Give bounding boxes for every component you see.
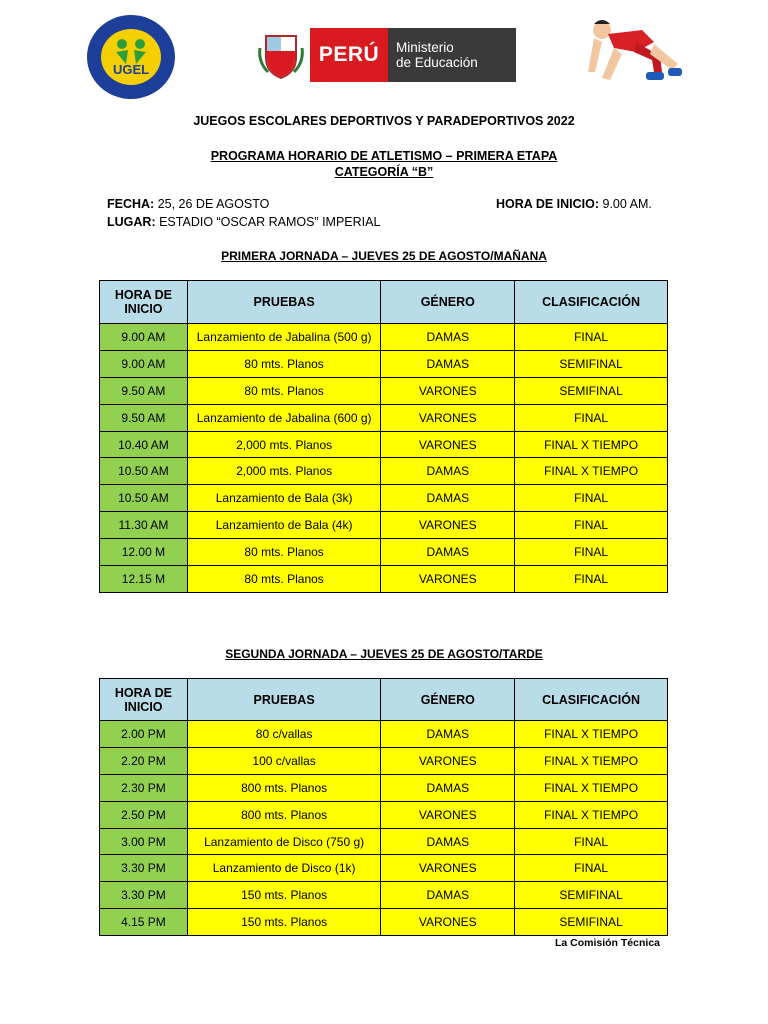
cell-time: 4.15 PM xyxy=(100,909,188,936)
cell-gender: VARONES xyxy=(381,431,515,458)
cell-classification: SEMIFINAL xyxy=(515,882,668,909)
date-label: FECHA: xyxy=(107,197,155,211)
cell-time: 11.30 AM xyxy=(100,512,188,539)
peru-shield-icon xyxy=(256,28,306,82)
cell-time: 10.50 AM xyxy=(100,485,188,512)
cell-gender: VARONES xyxy=(381,909,515,936)
cell-classification: FINAL X TIEMPO xyxy=(515,431,668,458)
table-row xyxy=(100,458,668,485)
table-row xyxy=(100,721,668,748)
cell-gender: VARONES xyxy=(381,512,515,539)
start-time-label: HORA DE INICIO: xyxy=(496,197,600,211)
column-header-event: PRUEBAS xyxy=(187,281,381,324)
column-header-gender: GÉNERO xyxy=(381,281,515,324)
table-row xyxy=(100,855,668,882)
cell-event: 80 c/vallas xyxy=(187,721,381,748)
table-row xyxy=(100,512,668,539)
cell-time: 3.30 PM xyxy=(100,882,188,909)
cell-event: Lanzamiento de Disco (750 g) xyxy=(187,828,381,855)
table-row xyxy=(100,909,668,936)
table-row xyxy=(100,828,668,855)
first-session-title: PRIMERA JORNADA – JUEVES 25 DE AGOSTO/MAÑANA xyxy=(221,249,547,263)
cell-gender: DAMAS xyxy=(381,882,515,909)
ugel-logo-icon xyxy=(86,14,176,100)
table-row xyxy=(100,324,668,351)
table-header-row xyxy=(100,679,668,721)
cell-event: 800 mts. Planos xyxy=(187,774,381,801)
column-header-time xyxy=(100,281,188,324)
cell-gender: VARONES xyxy=(381,566,515,593)
date-value: 25, 26 DE AGOSTO xyxy=(157,197,270,211)
ugel-main-text: UGEL xyxy=(112,62,150,77)
cell-event: 150 mts. Planos xyxy=(187,882,381,909)
cell-event: 80 mts. Planos xyxy=(187,566,381,593)
document-title: JUEGOS ESCOLARES DEPORTIVOS Y PARADEPORTIVOS 2022 xyxy=(193,114,575,128)
cell-classification: FINAL xyxy=(515,828,668,855)
table-row xyxy=(100,404,668,431)
cell-time: 10.40 AM xyxy=(100,431,188,458)
cell-classification: FINAL X TIEMPO xyxy=(515,458,668,485)
cell-classification: FINAL X TIEMPO xyxy=(515,774,668,801)
cell-event: Lanzamiento de Jabalina (600 g) xyxy=(187,404,381,431)
cell-time: 3.00 PM xyxy=(100,828,188,855)
time-header-line2: INICIO xyxy=(124,302,163,316)
cell-classification: FINAL X TIEMPO xyxy=(515,747,668,774)
time-header-line1: HORA DE xyxy=(114,288,172,302)
ugel-logo xyxy=(86,14,176,100)
table-row xyxy=(100,801,668,828)
cell-event: Lanzamiento de Disco (1k) xyxy=(187,855,381,882)
time-header-line2: INICIO xyxy=(124,699,163,714)
table-row xyxy=(100,747,668,774)
cell-time: 12.15 M xyxy=(100,566,188,593)
minedu-logo xyxy=(256,28,516,82)
cell-event: 100 c/vallas xyxy=(187,747,381,774)
cell-classification: SEMIFINAL xyxy=(515,909,668,936)
table-header-row xyxy=(100,281,668,324)
cell-time: 10.50 AM xyxy=(100,458,188,485)
cell-event: Lanzamiento de Bala (4k) xyxy=(187,512,381,539)
cell-event: 150 mts. Planos xyxy=(187,909,381,936)
cell-event: 2,000 mts. Planos xyxy=(187,431,381,458)
cell-time: 2.20 PM xyxy=(100,747,188,774)
venue-label: LUGAR: xyxy=(107,215,156,229)
cell-classification: FINAL xyxy=(515,324,668,351)
cell-gender: DAMAS xyxy=(381,828,515,855)
cell-event: 80 mts. Planos xyxy=(187,377,381,404)
venue-line xyxy=(107,215,380,229)
cell-gender: DAMAS xyxy=(381,539,515,566)
cell-time: 12.00 M xyxy=(100,539,188,566)
table-row xyxy=(100,431,668,458)
cell-classification: FINAL xyxy=(515,512,668,539)
time-header-line1: HORA DE xyxy=(114,685,172,700)
cell-time: 2.30 PM xyxy=(100,774,188,801)
cell-time: 2.00 PM xyxy=(100,721,188,748)
column-header-classification: CLASIFICACIÓN xyxy=(515,679,668,721)
column-header-time xyxy=(100,679,188,721)
cell-classification: FINAL X TIEMPO xyxy=(515,721,668,748)
second-session-table xyxy=(99,678,668,936)
cell-gender: DAMAS xyxy=(381,350,515,377)
table-row xyxy=(100,350,668,377)
program-subtitle: PROGRAMA HORARIO DE ATLETISMO – PRIMERA ETAPA xyxy=(210,149,558,163)
cell-gender: VARONES xyxy=(381,377,515,404)
cell-time: 2.50 PM xyxy=(100,801,188,828)
start-time-value: 9.00 AM. xyxy=(602,197,652,211)
table-row xyxy=(100,774,668,801)
ministry-line-2: de Educación xyxy=(396,55,478,70)
column-header-classification: CLASIFICACIÓN xyxy=(515,281,668,324)
cell-event: 2,000 mts. Planos xyxy=(187,458,381,485)
cell-gender: DAMAS xyxy=(381,485,515,512)
cell-event: 80 mts. Planos xyxy=(187,350,381,377)
first-session-table xyxy=(99,280,668,593)
date-line xyxy=(107,197,269,211)
category-label: CATEGORÍA “B” xyxy=(334,165,434,179)
cell-classification: FINAL xyxy=(515,539,668,566)
cell-event: 80 mts. Planos xyxy=(187,539,381,566)
cell-gender: VARONES xyxy=(381,747,515,774)
cell-classification: FINAL xyxy=(515,566,668,593)
column-header-event: PRUEBAS xyxy=(187,679,381,721)
table-row xyxy=(100,539,668,566)
cell-gender: DAMAS xyxy=(381,774,515,801)
cell-classification: FINAL X TIEMPO xyxy=(515,801,668,828)
cell-event: 800 mts. Planos xyxy=(187,801,381,828)
cell-time: 9.00 AM xyxy=(100,324,188,351)
venue-value: ESTADIO “OSCAR RAMOS” IMPERIAL xyxy=(159,215,381,229)
peru-brand-text: PERÚ xyxy=(310,28,388,82)
cell-gender: VARONES xyxy=(381,801,515,828)
cell-event: Lanzamiento de Bala (3k) xyxy=(187,485,381,512)
cell-classification: FINAL xyxy=(515,855,668,882)
sprinter-icon xyxy=(580,12,684,96)
cell-event: Lanzamiento de Jabalina (500 g) xyxy=(187,324,381,351)
cell-classification: FINAL xyxy=(515,404,668,431)
table-row xyxy=(100,882,668,909)
cell-gender: DAMAS xyxy=(381,458,515,485)
cell-classification: SEMIFINAL xyxy=(515,350,668,377)
table-row xyxy=(100,485,668,512)
cell-gender: VARONES xyxy=(381,404,515,431)
second-session-title: SEGUNDA JORNADA – JUEVES 25 DE AGOSTO/TARDE xyxy=(225,647,543,661)
table-row xyxy=(100,377,668,404)
ministry-name xyxy=(388,28,516,82)
column-header-gender: GÉNERO xyxy=(381,679,515,721)
start-time-line xyxy=(496,197,652,211)
table-row xyxy=(100,566,668,593)
cell-gender: DAMAS xyxy=(381,324,515,351)
cell-time: 9.50 AM xyxy=(100,404,188,431)
sprinter-image xyxy=(580,12,684,96)
footer-signature: La Comisión Técnica xyxy=(554,937,660,949)
cell-gender: VARONES xyxy=(381,855,515,882)
cell-time: 3.30 PM xyxy=(100,855,188,882)
cell-gender: DAMAS xyxy=(381,721,515,748)
ministry-line-1: Ministerio xyxy=(396,40,454,55)
cell-classification: SEMIFINAL xyxy=(515,377,668,404)
cell-time: 9.50 AM xyxy=(100,377,188,404)
cell-time: 9.00 AM xyxy=(100,350,188,377)
cell-classification: FINAL xyxy=(515,485,668,512)
